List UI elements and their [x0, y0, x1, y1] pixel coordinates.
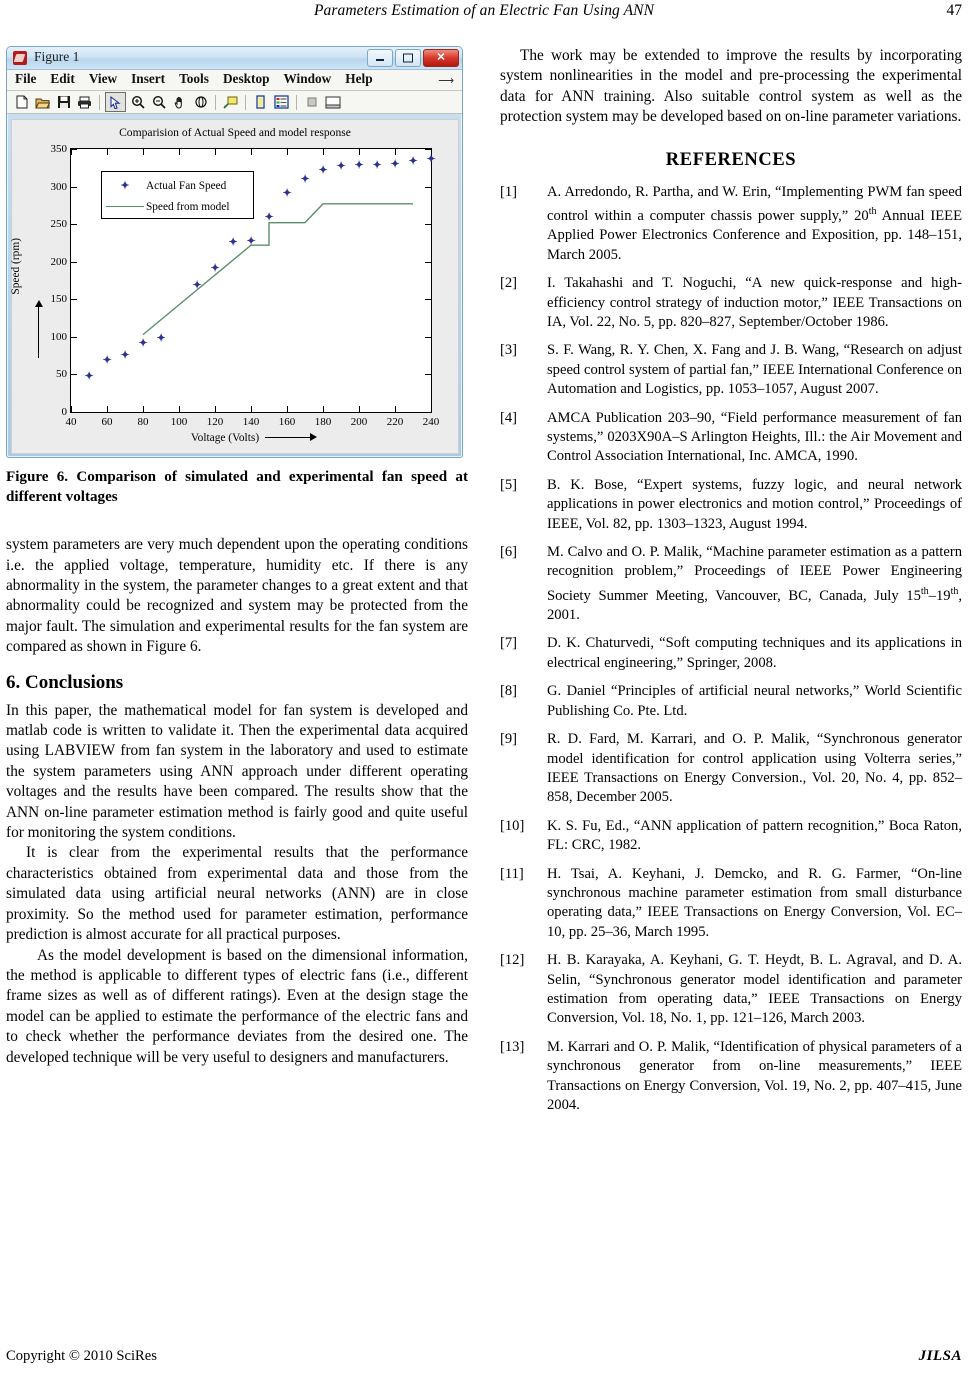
reference-number: [8]	[500, 683, 518, 700]
reference-text: K. S. Fu, Ed., “ANN application of pattern recognition,” Boca Raton, FL: CRC, 1982.	[547, 817, 962, 854]
running-head-title: Parameters Estimation of an Electric Fan Using ANN	[313, 2, 655, 19]
matlab-logo-icon	[13, 51, 27, 65]
running-head	[0, 0, 968, 30]
reference-number: [4]	[500, 409, 518, 426]
x-axis-tick-label: 240	[422, 416, 440, 428]
reference-item	[500, 865, 962, 943]
y-axis-tick-label: 300	[50, 180, 67, 193]
left-paragraph-4: As the model development is based on the dimensional information, the method is applicable to different types of electric fans (i.e., different frame sizes as well as of different ratings). Even at the design stage the model can be applied to estimate the performance of the electric fans and to check whether the performance deviates from the desired one. The developed technique will be very useful to designers and manufacturers.	[6, 946, 468, 1066]
x-axis-arrow-icon	[265, 437, 311, 438]
chart-x-axis-label: Voltage (Volts)	[190, 432, 260, 444]
reference-text: M. Karrari and O. P. Malik, “Identification of physical parameters of a synchronous generator from on-line measurements,” IEEE Transactions on Energy Conversion, Vol. 19, No. 2, pp. 407–415, June 2004.	[547, 1038, 962, 1113]
reference-item	[500, 409, 962, 467]
x-axis-tick-label: 180	[314, 416, 332, 428]
menu-help[interactable]: Help	[345, 71, 373, 86]
chart-legend	[101, 171, 254, 219]
reference-item	[500, 951, 962, 1029]
open-file-icon[interactable]	[33, 93, 52, 111]
reference-text: A. Arredondo, R. Partha, and W. Erin, “Implementing PWM fan speed control within a computer chassis power supply,” 20th Annual IEEE Applied Power Electronics Conference and Exposition, pp. 148–151, March 2005.	[547, 183, 962, 263]
x-axis-tick-label: 120	[206, 416, 224, 428]
copyright-text: Copyright © 2010 SciRes	[6, 1348, 157, 1364]
left-paragraph-3: It is clear from the experimental results that the performance characteristics obtained from experimental data and those from the simulated data using artificial neural networks (ANN) are in close proximity. So the method used for parameter estimation, performance prediction is almost accurate for all practical purposes.	[6, 844, 468, 944]
legend-line-icon	[106, 206, 144, 207]
data-point-marker	[211, 265, 220, 274]
left-paragraph-1: system parameters are very much dependent upon the operating conditions i.e. the applied voltage, temperature, humidity etc. If there is any abnormality in the system, the parameter changes to a great extent and that abnormality could be recognized and system may be protected from the major fault. The simulation and experimental results for the fan system are compared as shown in Figure 6.	[6, 536, 468, 656]
chart-y-axis-label: Speed (rpm)	[10, 238, 22, 295]
y-axis-tick-label: 250	[50, 218, 67, 231]
data-point-marker	[121, 351, 130, 360]
left-column	[6, 46, 468, 1068]
x-axis-tick-mark	[431, 406, 432, 412]
page-footer	[6, 1348, 962, 1368]
toolbar-separator	[215, 95, 216, 110]
reference-item	[500, 183, 962, 265]
reference-number: [6]	[500, 543, 518, 560]
toolbar-separator	[99, 95, 100, 110]
save-figure-icon[interactable]	[54, 93, 73, 111]
data-point-marker	[373, 161, 382, 170]
figure-caption: Figure 6. Comparison of simulated and experimental fan speed at different voltages	[6, 469, 468, 505]
menu-file[interactable]: File	[15, 71, 37, 86]
data-point-marker	[265, 214, 274, 223]
print-figure-icon[interactable]	[75, 93, 94, 111]
figure-toolbar	[7, 91, 462, 114]
legend-entry-actual	[106, 175, 249, 196]
insert-legend-icon[interactable]	[272, 93, 291, 111]
y-axis-tick-label: 150	[50, 293, 67, 306]
show-plot-tools-icon[interactable]	[323, 93, 342, 111]
y-axis-tick-label: 50	[56, 368, 67, 381]
zoom-in-icon[interactable]	[128, 93, 147, 111]
reference-item	[500, 543, 962, 625]
menu-window[interactable]: Window	[283, 71, 332, 86]
reference-text: AMCA Publication 203–90, “Field performance measurement of fan systems,” 0203X90A–S Arlington Heights, Ill.: the Air Movement and Control Association International, Inc. AMCA, 1990.	[547, 409, 962, 465]
reference-text: B. K. Bose, “Expert systems, fuzzy logic, and neural network applications in power electronics and motion control,” Proceedings of IEEE, Vol. 82, pp. 1303–1323, August 1994.	[547, 476, 962, 532]
figure-menubar	[7, 70, 462, 91]
data-point-marker	[229, 238, 238, 247]
right-column	[500, 46, 962, 1124]
data-cursor-icon[interactable]	[221, 93, 240, 111]
reference-item	[500, 341, 962, 399]
references-heading: REFERENCES	[665, 149, 797, 170]
reference-number: [3]	[500, 342, 518, 359]
data-point-marker	[337, 163, 346, 172]
menu-tools[interactable]: Tools	[179, 71, 209, 86]
window-controls	[367, 49, 459, 67]
section-heading-conclusions: 6. Conclusions	[6, 671, 124, 693]
y-axis-tick-mark	[425, 412, 431, 413]
close-button[interactable]	[423, 49, 459, 67]
reference-text: D. K. Chaturvedi, “Soft computing techniques and its applications in electrical engineering,” Springer, 2008.	[547, 635, 962, 671]
chart-axes	[50, 143, 440, 428]
legend-label: Speed from model	[146, 200, 230, 213]
reference-item	[500, 730, 962, 808]
y-axis-tick-label: 0	[61, 406, 67, 418]
toolbar-separator	[245, 95, 246, 110]
y-axis-arrow-icon	[38, 306, 39, 358]
reference-text: S. F. Wang, R. Y. Chen, X. Fang and J. B. Wang, “Research on adjust speed control system of partial fan,” IEEE International Conference on Automation and Logistics, pp. 1053–1057, August 2007.	[547, 342, 962, 398]
maximize-button[interactable]	[395, 49, 421, 67]
matlab-figure-window	[6, 46, 463, 458]
menu-view[interactable]: View	[88, 71, 118, 86]
data-point-marker	[391, 160, 400, 169]
data-point-marker	[85, 373, 94, 382]
data-point-marker	[103, 356, 112, 365]
y-axis-tick-label: 200	[50, 255, 67, 268]
data-point-marker	[283, 190, 292, 199]
reference-text: H. B. Karayaka, A. Keyhani, G. T. Heydt, B. L. Agraval, and D. A. Selin, “Synchronous generator model identification and parameter estimation from operating data,” IEEE Transactions on Energy Conversion, Vol. 18, No. 1, pp. 121–126, March 2003.	[547, 952, 962, 1027]
reference-item	[500, 682, 962, 721]
pan-icon[interactable]	[170, 93, 189, 111]
data-point-marker	[409, 157, 418, 166]
reference-number: [2]	[500, 275, 518, 292]
journal-abbreviation: JILSA	[918, 1348, 962, 1364]
data-point-marker	[193, 281, 202, 290]
menu-edit[interactable]: Edit	[50, 71, 75, 86]
reference-number: [9]	[500, 731, 518, 748]
reference-item	[500, 1038, 962, 1116]
reference-number: [13]	[500, 1038, 525, 1055]
legend-star-icon: ✦	[120, 180, 130, 192]
legend-label: Actual Fan Speed	[146, 179, 227, 192]
x-axis-tick-label: 80	[137, 416, 149, 428]
figure-plot-canvas	[11, 119, 459, 454]
menu-insert[interactable]: Insert	[131, 71, 166, 86]
dock-arrow-icon[interactable]: ⟶	[438, 75, 454, 87]
x-axis-tick-label: 200	[350, 416, 368, 428]
reference-number: [11]	[500, 865, 524, 882]
reference-item	[500, 274, 962, 332]
data-point-marker	[139, 340, 148, 349]
x-axis-tick-label: 220	[386, 416, 404, 428]
insert-colorbar-icon[interactable]	[251, 93, 270, 111]
data-point-marker	[247, 238, 256, 247]
toolbar-separator	[296, 95, 297, 110]
data-point-marker	[157, 335, 166, 344]
left-paragraph-2: In this paper, the mathematical model for fan system is developed and matlab code is written to validate it. Then the experimental data acquired using LABVIEW from fan system in the laboratory and used to estimate the system parameters using ANN approach under different operating voltages and the results have been compared. The results show that the ANN on-line parameter estimation method is fairly good and quite useful for monitoring the system conditions.	[6, 701, 468, 842]
figure-window-title: Figure 1	[34, 49, 80, 64]
x-axis-tick-label: 40	[65, 416, 77, 428]
x-axis-tick-label: 160	[278, 416, 296, 428]
data-point-marker	[427, 156, 436, 165]
right-paragraph-1: The work may be extended to improve the results by incorporating system nonlinearities in the model and pre-processing the experimental data for ANN training. Also suitable control system as well as the protection system may be developed based on on-line parameter variations.	[500, 47, 962, 126]
reference-number: [10]	[500, 817, 525, 834]
x-axis-tick-label: 140	[242, 416, 260, 428]
hide-plot-tools-icon[interactable]	[302, 93, 321, 111]
rotate-3d-icon[interactable]	[191, 93, 210, 111]
x-axis-tick-label: 100	[170, 416, 188, 428]
reference-number: [12]	[500, 952, 525, 969]
reference-number: [7]	[500, 635, 518, 652]
zoom-out-icon[interactable]	[149, 93, 168, 111]
reference-text: M. Calvo and O. P. Malik, “Machine parameter estimation as a pattern recognition problem,” Proceedings of IEEE Power Engineering Society Summer Meeting, Vancouver, BC, Canada, July 15th–19th, 2001.	[547, 543, 962, 624]
y-axis-tick-label: 100	[50, 330, 67, 343]
data-point-marker	[301, 175, 310, 184]
reference-number: [5]	[500, 476, 518, 493]
data-point-marker	[355, 161, 364, 170]
new-figure-icon[interactable]	[12, 93, 31, 111]
y-axis-tick-mark	[71, 412, 77, 413]
figure-window-titlebar	[7, 47, 462, 70]
reference-text: I. Takahashi and T. Noguchi, “A new quick-response and high-efficiency control strategy of induction motor,” IEEE Transactions on IA, Vol. 22, No. 5, pp. 820–827, September/October 1986.	[547, 275, 962, 330]
close-icon: ✕	[436, 51, 446, 64]
figure-6	[6, 46, 468, 507]
references-list	[500, 183, 962, 1116]
minimize-button[interactable]	[367, 49, 393, 67]
x-axis-tick-label: 60	[101, 416, 113, 428]
legend-entry-model	[106, 196, 249, 217]
reference-text: H. Tsai, A. Keyhani, J. Demcko, and R. G. Farmer, “On-line synchronous machine parameter estimation from small disturbance operating data,” IEEE Transactions on Energy Conversion, Vol. EC–10, pp. 25–36, March 1995.	[547, 865, 962, 940]
pointer-select-icon[interactable]	[105, 92, 126, 112]
chart-x-axis-label-wrap	[70, 432, 432, 444]
reference-text: R. D. Fard, M. Karrari, and O. P. Malik, “Synchronous generator model identification for control application using Volterra series,” IEEE Transactions on Energy Conversion., Vol. 20, No. 4, pp. 852–858, December 2005.	[547, 731, 962, 806]
reference-item	[500, 817, 962, 856]
reference-item	[500, 476, 962, 534]
reference-number: [1]	[500, 183, 518, 200]
chart-title: Comparision of Actual Speed and model response	[119, 126, 351, 139]
menu-desktop[interactable]: Desktop	[222, 71, 270, 86]
reference-text: G. Daniel “Principles of artificial neural networks,” World Scientific Publishing Co. Pte. Ltd.	[547, 683, 962, 719]
data-point-marker	[319, 166, 328, 175]
y-axis-tick-label: 350	[50, 143, 67, 155]
reference-item	[500, 634, 962, 673]
page-number: 47	[946, 2, 962, 19]
